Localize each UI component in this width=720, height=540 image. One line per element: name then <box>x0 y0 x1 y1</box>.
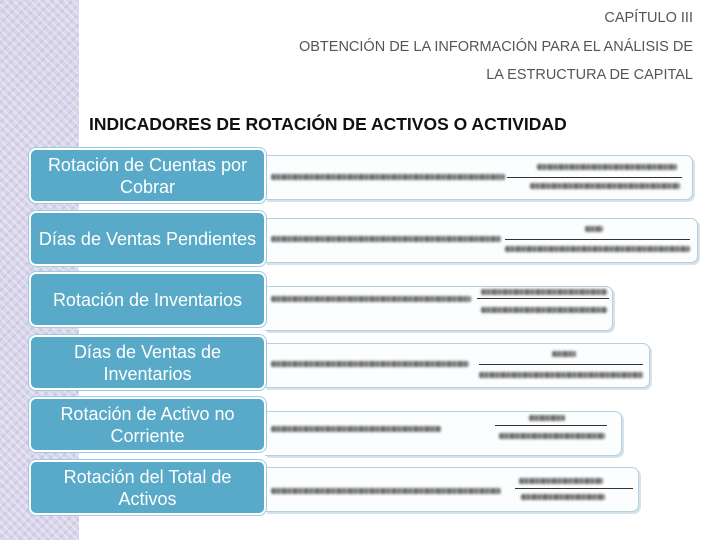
formula-box-5 <box>265 411 622 456</box>
indicator-label-1: Rotación de Cuentas por Cobrar <box>29 148 266 203</box>
indicator-label-2: Días de Ventas Pendientes <box>29 211 266 266</box>
indicator-label-3: Rotación de Inventarios <box>29 272 266 327</box>
formula-box-2 <box>265 218 698 263</box>
section-subtitle-line1: OBTENCIÓN DE LA INFORMACIÓN PARA EL ANÁLISIS DE <box>298 39 693 55</box>
indicator-label-5: Rotación de Activo no Corriente <box>29 397 266 452</box>
decorative-side-band <box>0 0 79 540</box>
formula-box-4 <box>265 343 650 388</box>
section-subtitle-line2: LA ESTRUCTURA DE CAPITAL <box>486 67 693 83</box>
indicator-label-6: Rotación del Total de Activos <box>29 460 266 515</box>
formula-box-3 <box>265 286 613 331</box>
slide-title: INDICADORES DE ROTACIÓN DE ACTIVOS O ACTIVIDAD <box>89 114 567 134</box>
indicator-label-4: Días de Ventas de Inventarios <box>29 335 266 390</box>
formula-box-6 <box>265 467 639 512</box>
chapter-label: CAPÍTULO III <box>604 10 693 26</box>
formula-box-1 <box>265 155 693 200</box>
